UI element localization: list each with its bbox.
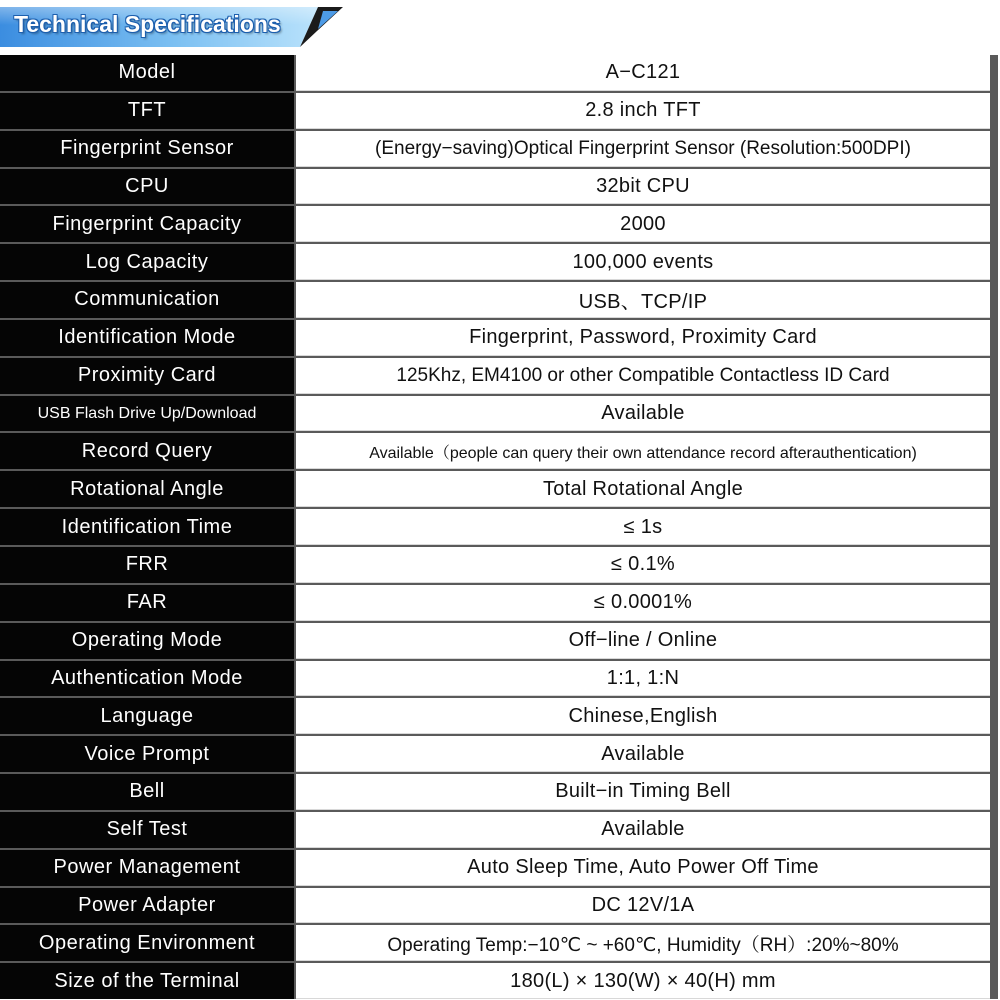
spec-label: Record Query <box>0 433 294 469</box>
spec-value: DC 12V/1A <box>296 888 990 924</box>
title-banner <box>0 3 345 49</box>
table-row <box>0 623 998 659</box>
table-row <box>0 585 998 621</box>
table-row <box>0 206 998 242</box>
spec-label: USB Flash Drive Up/Download <box>0 396 294 432</box>
spec-label: Power Management <box>0 850 294 886</box>
table-row <box>0 812 998 848</box>
spec-value: Available <box>296 396 990 432</box>
spec-label: Rotational Angle <box>0 471 294 507</box>
spec-value: 2000 <box>296 206 990 242</box>
spec-label: Log Capacity <box>0 244 294 280</box>
table-row <box>0 396 998 432</box>
spec-value: Operating Temp:−10℃ ~ +60℃, Humidity（RH）:20%~80% <box>296 925 990 961</box>
spec-value: Chinese,English <box>296 698 990 734</box>
spec-value: Built−in Timing Bell <box>296 774 990 810</box>
spec-value: Available <box>296 736 990 772</box>
table-row <box>0 547 998 583</box>
spec-label: Identification Time <box>0 509 294 545</box>
spec-value: Auto Sleep Time, Auto Power Off Time <box>296 850 990 886</box>
table-row <box>0 774 998 810</box>
page-title: Technical Specifications <box>14 11 281 37</box>
spec-value: USB、TCP/IP <box>296 282 990 318</box>
spec-label: TFT <box>0 93 294 129</box>
table-row <box>0 925 998 961</box>
spec-value: Available <box>296 812 990 848</box>
spec-label: Language <box>0 698 294 734</box>
spec-value: 1:1, 1:N <box>296 661 990 697</box>
spec-value: 100,000 events <box>296 244 990 280</box>
table-row <box>0 698 998 734</box>
table-row <box>0 471 998 507</box>
spec-value: Available（people can query their own attendance record afterauthentication) <box>296 433 990 469</box>
spec-label: Communication <box>0 282 294 318</box>
spec-label: Size of the Terminal <box>0 963 294 999</box>
table-row <box>0 131 998 167</box>
table-row <box>0 169 998 205</box>
spec-value: Total Rotational Angle <box>296 471 990 507</box>
spec-value: Off−line / Online <box>296 623 990 659</box>
spec-table <box>0 55 998 999</box>
spec-label: CPU <box>0 169 294 205</box>
table-row <box>0 358 998 394</box>
spec-label: FRR <box>0 547 294 583</box>
spec-value: 32bit CPU <box>296 169 990 205</box>
table-row <box>0 888 998 924</box>
spec-value: A−C121 <box>296 55 990 91</box>
table-row <box>0 282 998 318</box>
spec-label: Model <box>0 55 294 91</box>
spec-value: 125Khz, EM4100 or other Compatible Contactless ID Card <box>296 358 990 394</box>
table-row <box>0 850 998 886</box>
table-row <box>0 55 998 91</box>
table-row <box>0 320 998 356</box>
table-row <box>0 963 998 999</box>
table-row <box>0 509 998 545</box>
spec-label: Self Test <box>0 812 294 848</box>
spec-label: Fingerprint Sensor <box>0 131 294 167</box>
spec-label: Power Adapter <box>0 888 294 924</box>
spec-label: Bell <box>0 774 294 810</box>
table-row <box>0 433 998 469</box>
spec-label: Authentication Mode <box>0 661 294 697</box>
table-row <box>0 736 998 772</box>
table-row <box>0 661 998 697</box>
spec-label: Identification Mode <box>0 320 294 356</box>
spec-value: ≤ 0.0001% <box>296 585 990 621</box>
spec-value: Fingerprint, Password, Proximity Card <box>296 320 990 356</box>
spec-label: Operating Environment <box>0 925 294 961</box>
spec-label: FAR <box>0 585 294 621</box>
spec-label: Proximity Card <box>0 358 294 394</box>
spec-value: 2.8 inch TFT <box>296 93 990 129</box>
spec-label: Voice Prompt <box>0 736 294 772</box>
spec-value: 180(L) × 130(W) × 40(H) mm <box>296 963 990 999</box>
spec-value: (Energy−saving)Optical Fingerprint Sensor (Resolution:500DPI) <box>296 131 990 167</box>
table-row <box>0 93 998 129</box>
spec-value: ≤ 1s <box>296 509 990 545</box>
spec-label: Fingerprint Capacity <box>0 206 294 242</box>
spec-value: ≤ 0.1% <box>296 547 990 583</box>
spec-label: Operating Mode <box>0 623 294 659</box>
table-row <box>0 244 998 280</box>
